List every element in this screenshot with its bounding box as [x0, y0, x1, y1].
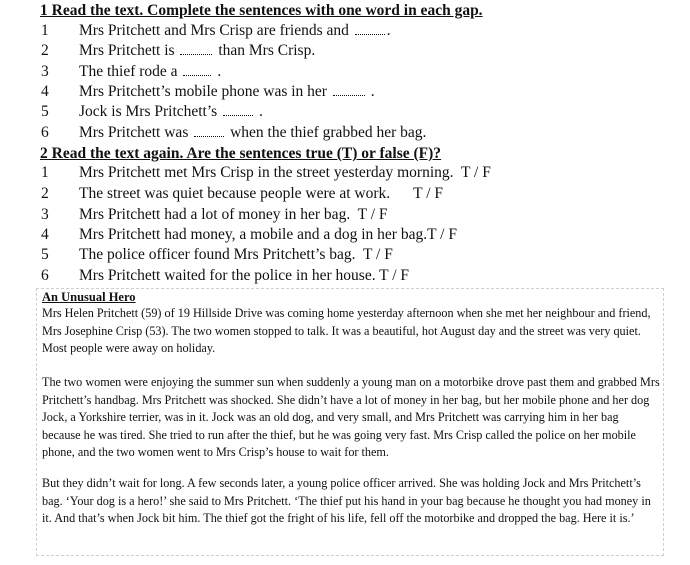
- item-text: The street was quiet because people were at work. T / F: [79, 185, 443, 202]
- item-text: [79, 123, 426, 143]
- item-number: 6: [41, 267, 49, 284]
- item-number: 1: [41, 164, 49, 181]
- answer-gap[interactable]: [183, 63, 211, 76]
- item-text: [79, 82, 375, 102]
- passage-title: An Unusual Hero: [42, 290, 136, 304]
- item-number: 4: [41, 226, 49, 243]
- item-number: 5: [41, 103, 49, 120]
- item-text: The police officer found Mrs Pritchett’s bag. T / F: [79, 246, 393, 263]
- answer-gap[interactable]: [333, 83, 365, 96]
- item-text: [79, 102, 263, 122]
- item-text: Mrs Pritchett had money, a mobile and a dog in her bag.T / F: [79, 226, 457, 243]
- item-text-before: Mrs Pritchett was: [79, 124, 189, 141]
- item-text-before: Jock is Mrs Pritchett’s: [79, 103, 218, 120]
- item-number: 3: [41, 63, 49, 80]
- item-text: Mrs Pritchett waited for the police in her house. T / F: [79, 267, 410, 284]
- item-text: [79, 21, 391, 41]
- item-text-before: Mrs Pritchett is: [79, 42, 175, 59]
- answer-gap[interactable]: [223, 103, 253, 116]
- item-number: 2: [41, 42, 49, 59]
- item-text: Mrs Pritchett met Mrs Crisp in the street yesterday morning. T / F: [79, 164, 491, 181]
- item-number: 2: [41, 185, 49, 202]
- passage-paragraph: But they didn’t wait for long. A few seconds later, a young police officer arrived. She was holding Jock and Mrs Pritchett’s bag. ‘Your dog is a hero!’ she said to Mrs Pritchett. ‘The thief put his hand in your bag because he thought you had money in it. And that’s when Jock bit him. The thief got the fright of his life, fell off the motorbike and dropped the bag. Here it is.’: [42, 476, 651, 525]
- task1-heading: 1 Read the text. Complete the sentences with one word in each gap.: [40, 2, 483, 19]
- item-text-after: when the thief grabbed her bag.: [230, 124, 427, 141]
- passage-paragraph: The two women were enjoying the summer sun when suddenly a young man on a motorbike drove past them and grabbed Mrs Pritchett’s handbag. Mrs Pritchett was shocked. She didn’t have a lot of money in her bag, but her mobile phone and her dog Jock, a Yorkshire terrier, was in it. Jock was an old dog, and very small, and Mrs Pritchett was carrying him in her bag because he was tired. She tried to run after the thief, but he was going very fast. Mrs Crisp called the police on her mobile phone, and the two women went to Mrs Crisp’s house to wait for them.: [42, 375, 660, 459]
- item-text-after: .: [217, 63, 222, 80]
- task2-heading: 2 Read the text again. Are the sentences true (T) or false (F)?: [40, 145, 442, 162]
- item-text-after: .: [370, 83, 375, 100]
- item-text-after: than Mrs Crisp.: [218, 42, 316, 59]
- item-text-before: Mrs Pritchett and Mrs Crisp are friends and: [79, 22, 349, 39]
- answer-gap[interactable]: [180, 42, 212, 55]
- item-number: 3: [41, 206, 49, 223]
- item-number: 4: [41, 83, 49, 100]
- item-text-after: .: [386, 22, 391, 39]
- item-number: 6: [41, 124, 49, 141]
- answer-gap[interactable]: [355, 22, 385, 35]
- item-number: 5: [41, 246, 49, 263]
- item-text: [79, 62, 221, 82]
- item-text: [79, 41, 315, 61]
- item-text-before: The thief rode a: [79, 63, 178, 80]
- item-text-after: .: [258, 103, 263, 120]
- answer-gap[interactable]: [194, 124, 224, 137]
- item-number: 1: [41, 22, 49, 39]
- item-text: Mrs Pritchett had a lot of money in her bag. T / F: [79, 206, 388, 223]
- item-text-before: Mrs Pritchett’s mobile phone was in her: [79, 83, 327, 100]
- passage-paragraph: Mrs Helen Pritchett (59) of 19 Hillside Drive was coming home yesterday afternoon when she met her neighbour and friend, Mrs Josephine Crisp (53). The two women stopped to talk. It was a beautiful, hot August day and the street was very quiet. Most people were away on holiday.: [42, 306, 651, 355]
